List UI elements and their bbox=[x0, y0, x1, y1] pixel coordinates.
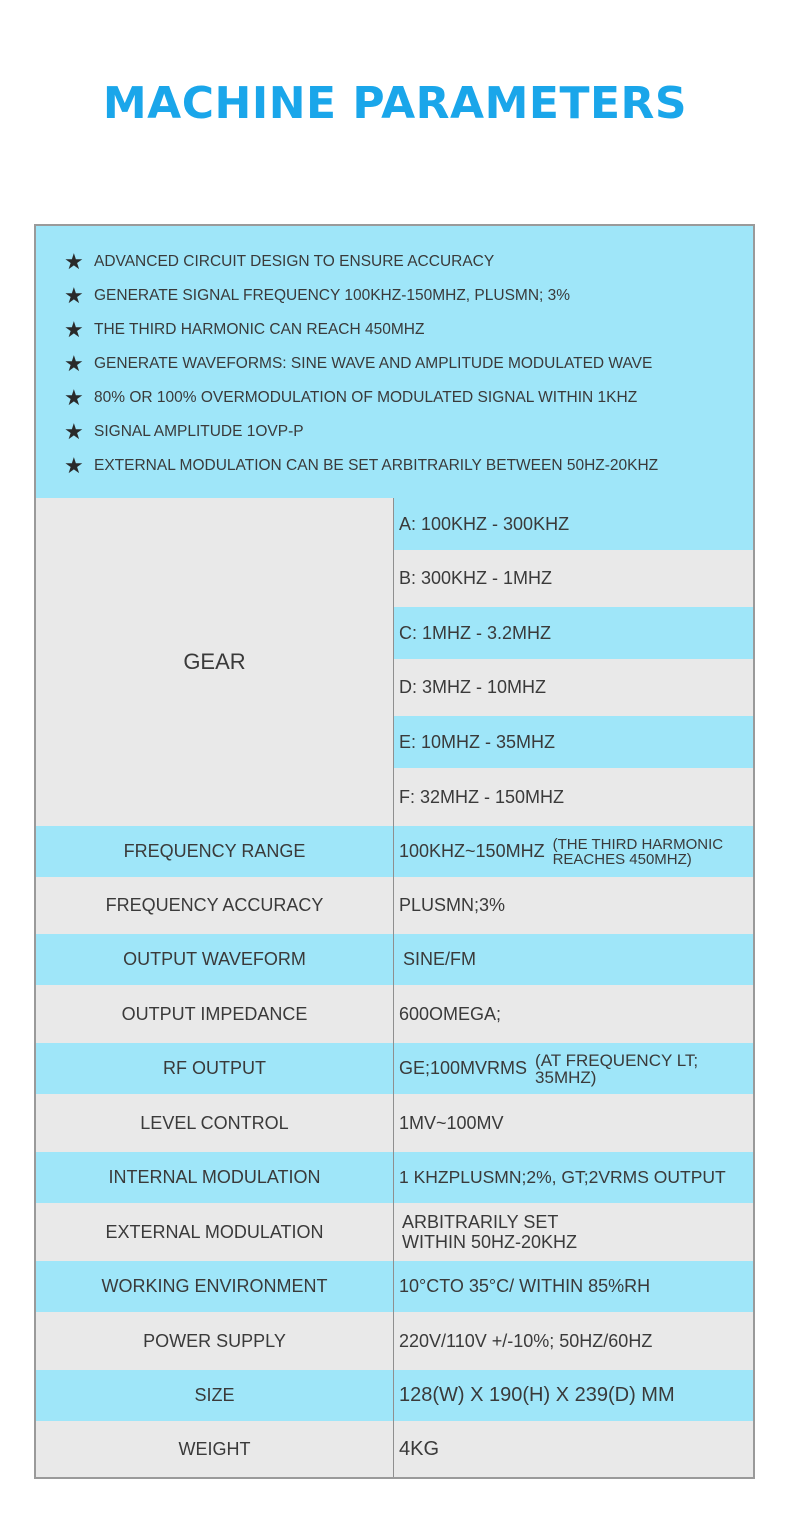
row-value: ARBITRARILY SET WITHIN 50HZ-20KHZ bbox=[402, 1212, 578, 1252]
table-row bbox=[36, 1043, 753, 1094]
table-row bbox=[36, 985, 753, 1043]
row-value: 10°CTO 35°C/ WITHIN 85%RH bbox=[399, 1276, 651, 1296]
star-icon: ★ bbox=[64, 419, 84, 444]
table-row bbox=[36, 1261, 753, 1312]
page-title: MACHINE PARAMETERS bbox=[102, 78, 688, 129]
row-value: 1 KHZPLUSMN;2%, GT;2VRMS OUTPUT bbox=[399, 1167, 726, 1187]
table-row bbox=[36, 1203, 753, 1261]
gear-value: A: 100KHZ - 300KHZ bbox=[394, 498, 753, 550]
row-label: LEVEL CONTROL bbox=[140, 1112, 289, 1133]
table-row bbox=[36, 1421, 753, 1477]
row-label: OUTPUT WAVEFORM bbox=[123, 949, 306, 969]
table-row bbox=[36, 1312, 753, 1370]
feature-item: ★ EXTERNAL MODULATION CAN BE SET ARBITRARILY BETWEEN 50HZ-20KHZ bbox=[64, 453, 659, 478]
row-value: SINE/FM bbox=[403, 949, 477, 969]
row-note: (THE THIRD HARMONIC REACHES 450MHZ) bbox=[552, 835, 724, 868]
star-icon: ★ bbox=[64, 453, 84, 478]
row-value: 1MV~100MV bbox=[399, 1112, 504, 1133]
row-note: (AT FREQUENCY LT; 35MHZ) bbox=[535, 1050, 699, 1087]
row-label: SIZE bbox=[194, 1385, 235, 1405]
row-value: GE;100MVRMS (AT FREQUENCY LT; 35MHZ) bbox=[394, 1043, 753, 1094]
star-icon: ★ bbox=[64, 351, 84, 376]
row-value: 128(W) X 190(H) X 239(D) MM bbox=[399, 1384, 675, 1406]
parameters-panel bbox=[34, 224, 755, 1479]
gear-value: C: 1MHZ - 3.2MHZ bbox=[394, 607, 753, 659]
row-value: 4KG bbox=[399, 1437, 440, 1460]
row-label: RF OUTPUT bbox=[163, 1058, 266, 1078]
column-divider bbox=[393, 498, 394, 1477]
row-value: PLUSMN;3% bbox=[399, 895, 506, 915]
table-row bbox=[36, 934, 753, 985]
feature-item: ★ GENERATE SIGNAL FREQUENCY 100KHZ-150MHZ, PLUSMN; 3% bbox=[64, 283, 571, 308]
feature-item: ★ ADVANCED CIRCUIT DESIGN TO ENSURE ACCURACY bbox=[64, 249, 495, 274]
row-label: WORKING ENVIRONMENT bbox=[101, 1276, 328, 1296]
table-row bbox=[36, 1152, 753, 1203]
star-icon: ★ bbox=[64, 317, 84, 342]
gear-value: E: 10MHZ - 35MHZ bbox=[394, 716, 753, 768]
row-label: WEIGHT bbox=[178, 1438, 251, 1459]
table-row bbox=[36, 1094, 753, 1152]
row-label: EXTERNAL MODULATION bbox=[105, 1221, 324, 1242]
feature-item: ★ THE THIRD HARMONIC CAN REACH 450MHZ bbox=[64, 317, 425, 342]
gear-value: D: 3MHZ - 10MHZ bbox=[394, 659, 753, 716]
feature-item: ★ SIGNAL AMPLITUDE 1OVP-P bbox=[64, 419, 304, 444]
row-label: OUTPUT IMPEDANCE bbox=[121, 1003, 308, 1024]
row-label: INTERNAL MODULATION bbox=[108, 1167, 321, 1187]
star-icon: ★ bbox=[64, 249, 84, 274]
row-label: POWER SUPPLY bbox=[143, 1330, 286, 1351]
feature-list bbox=[36, 226, 753, 498]
table-row bbox=[36, 877, 753, 934]
row-label: FREQUENCY RANGE bbox=[123, 841, 306, 861]
gear-label: GEAR bbox=[36, 498, 393, 826]
gear-value: F: 32MHZ - 150MHZ bbox=[394, 768, 753, 826]
row-value: 100KHZ~150MHZ (THE THIRD HARMONIC REACHES 450MHZ) bbox=[394, 826, 753, 877]
row-label: FREQUENCY ACCURACY bbox=[105, 895, 324, 915]
row-value: 600OMEGA; bbox=[399, 1003, 502, 1024]
gear-value: B: 300KHZ - 1MHZ bbox=[394, 550, 753, 607]
star-icon: ★ bbox=[64, 385, 84, 410]
table-row bbox=[36, 826, 753, 877]
row-value: 220V/110V +/-10%; 50HZ/60HZ bbox=[399, 1330, 653, 1351]
star-icon: ★ bbox=[64, 283, 84, 308]
table-row bbox=[36, 1370, 753, 1421]
feature-item: ★ 80% OR 100% OVERMODULATION OF MODULATED SIGNAL WITHIN 1KHZ bbox=[64, 385, 638, 410]
feature-item: ★ GENERATE WAVEFORMS: SINE WAVE AND AMPLITUDE MODULATED WAVE bbox=[64, 351, 653, 376]
